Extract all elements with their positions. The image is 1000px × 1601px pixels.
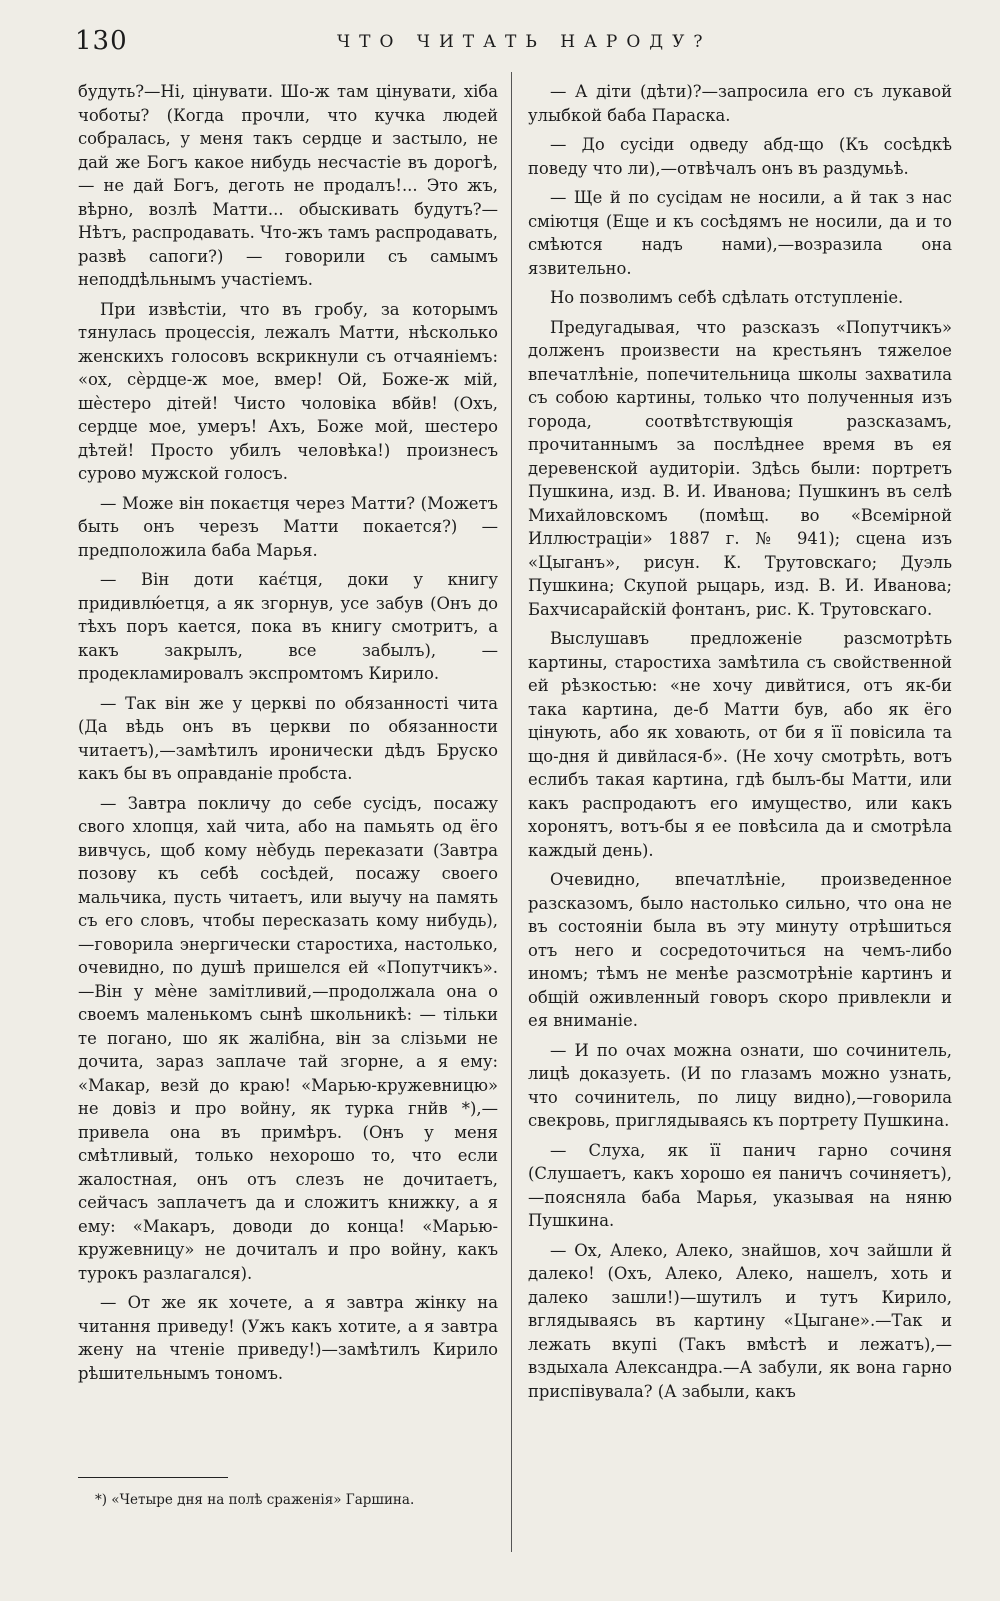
column-divider <box>511 72 512 1552</box>
paragraph: — До сусіди одведу абд-що (Къ сосѣдкѣ поведу что ли),—отвѣчалъ онъ въ раздумьѣ. <box>528 135 952 178</box>
right-column <box>528 80 952 1409</box>
footnote-rule <box>78 1477 228 1478</box>
paragraph: — Ох, Алеко, Алеко, знайшов, хоч зайшли й далеко! (Охъ, Алеко, Алеко, нашелъ, хоть и далеко зашли!)—шутилъ и тутъ Кирило, вглядываясь въ картину «Цыгане».—Так и лежать вкупі (Такъ вмѣстѣ и лежатъ),—вздыхала Александра.—А забули, як вона гарно приспівувала? (А забыли, какъ <box>528 1240 952 1401</box>
paragraph: — Ще й по сусідам не носили, а й так з нас сміютця (Еще и къ сосѣдямъ не носили, да и то смѣются надъ нами),—возразила она язвительно. <box>528 188 952 278</box>
paragraph: — От же як хочете, а я завтра жінку на читання приведу! (Ужъ какъ хотите, а я завтра жену на чтеніе приведу!)—замѣтилъ Кирило рѣшительнымъ тономъ. <box>78 1293 498 1383</box>
paragraph: Выслушавъ предложеніе разсмотрѣть картины, старостиха замѣтила съ свойственной ей рѣзкостью: «не хочу дивйтися, отъ як-би така картина, де-б Матти був, або як ёго цінують, або як ховають, от би я її повісила та що-дня й дивйлася-б». (Не хочу смотрѣть, вотъ еслибъ такая картина, гдѣ былъ-бы Матти, или какъ распродаютъ его имущество, или какъ хоронятъ, вотъ-бы я ее повѣсила да и смотрѣла каждый день). <box>528 629 952 860</box>
paragraph: — Може він покаєтця через Матти? (Можетъ быть онъ черезъ Матти покается?) — предположила баба Марья. <box>78 493 498 560</box>
paragraph: — Так він же у церкві по обязанності чита (Да вѣдь онъ въ церкви по обязанности читаетъ),—замѣтилъ иронически дѣдъ Бруско какъ бы въ оправданіе пробста. <box>78 693 498 783</box>
paragraph: При извѣстіи, что въ гробу, за которымъ тянулась процессія, лежалъ Матти, нѣсколько женскихъ голосовъ вскрикнули съ отчаяніемъ: «ох, сѐрдце-ж мое, вмер! Ой, Боже-ж мій, шѐстеро дітей! Чисто чоловіка вбйв! (Охъ, сердце мое, умеръ! Ахъ, Боже мой, шестеро дѣтей! Просто убилъ человѣка!) произнесъ сурово мужской голосъ. <box>78 299 498 483</box>
paragraph: — Завтра покличу до себе сусідъ, посажу свого хлопця, хай чита, або на памьять од ёго вивчусь, щоб кому нѐбудь переказати (Завтра позову къ себѣ сосѣдей, посажу своего мальчика, пусть читаетъ, или выучу на память съ его словъ, чтобы пересказать кому нибудь),—говорила энергически старостиха, настолько, очевидно, по душѣ пришелся ей «Попутчикъ».—Він у мѐне замітливий,—продолжала она о своемъ маленькомъ сынѣ школьникѣ: — тільки те погано, шо як жалібна, він за слізьми не дочита, зараз заплаче тай згорне, а я ему: «Макар, везй до краю! «Марью-кружевницю» не довіз и про войну, як турка гнйв *),—привела она въ примѣръ. (Онъ у меня смѣтливый, только нехорошо то, что если жалостная, онъ отъ слезъ не дочитаетъ, сейчасъ заплачетъ да и сложитъ книжку, а я ему: «Макаръ, доводи до конца! «Марью-кружевницу» не дочиталъ и про войну, какъ турокъ разлагался). <box>78 793 498 1283</box>
paragraph: Очевидно, впечатлѣніе, произведенное разсказомъ, было настолько сильно, что она не въ состояніи была въ эту минуту отрѣшиться отъ него и сосредоточиться на чемъ-либо иномъ; тѣмъ не менѣе разсмотрѣніе картинъ и общій оживленный говоръ скоро привлекли и ея вниманіе. <box>528 870 952 1030</box>
paragraph: — И по очах можна ознати, шо сочинитель, лицѣ доказуеть. (И по глазамъ можно узнать, что сочинитель, по лицу видно),—говорила свекровь, приглядываясь къ портрету Пушкина. <box>528 1040 952 1130</box>
paragraph: — А діти (дѣти)?—запросила его съ лукавой улыбкой баба Параска. <box>528 82 952 125</box>
paragraph: Но позволимъ себѣ сдѣлать отступленіе. <box>550 288 904 307</box>
paragraph: будуть?—Ні, цінувати. Шо-ж там цінувати, хіба чоботы? (Когда прочли, что кучка людей собралась, у меня такъ сердце и застыло, не дай же Богъ какое нибудь несчастіе въ дорогѣ, — не дай Богъ, деготь не продалъ!... Это жъ, вѣрно, возлѣ Матти... обыскивать будутъ?—Нѣтъ, распродавать. Что-жъ тамъ распродавать, развѣ сапоги?) — говорили съ самымъ неподдѣльнымъ участіемъ. <box>78 82 498 289</box>
page-header <box>75 20 970 64</box>
footnote: *) «Четыре дня на полѣ сраженія» Гаршина. <box>95 1492 415 1508</box>
running-title: ЧТО ЧИТАТЬ НАРОДУ? <box>337 32 712 52</box>
page-number: 130 <box>75 26 128 56</box>
paragraph: Предугадывая, что разсказъ «Попутчикъ» долженъ произвести на крестьянъ тяжелое впечатлѣніе, попечительница школы захватила съ собою картины, только что полученныя изъ города, соотвѣтствующія разсказамъ, прочитаннымъ за послѣднее время въ ея деревенской аудиторіи. Здѣсь были: портретъ Пушкина, изд. В. И. Иванова; Пушкинъ въ селѣ Михайловскомъ (помѣщ. во «Всемірной Иллюстраціи» 1887 г. № 941); сцена изъ «Цыганъ», рисун. К. Трутовскаго; Дуэль Пушкина; Скупой рыцарь, изд. В. И. Иванова; Бахчисарайскій фонтанъ, рис. К. Трутовскаго. <box>528 317 952 619</box>
paragraph: — Слуха, як її панич гарно сочиня (Слушаетъ, какъ хорошо ея паничъ сочиняетъ),—поясняла баба Марья, указывая на няню Пушкина. <box>528 1140 952 1230</box>
paragraph: — Він доти кає́тця, доки у книгу придивлю́етця, а як згорнув, усе забув (Онъ до тѣхъ поръ кается, пока въ книгу смотритъ, а какъ закрылъ, все забылъ), —продекламировалъ экспромтомъ Кирило. <box>78 570 498 683</box>
left-column <box>78 80 498 1391</box>
